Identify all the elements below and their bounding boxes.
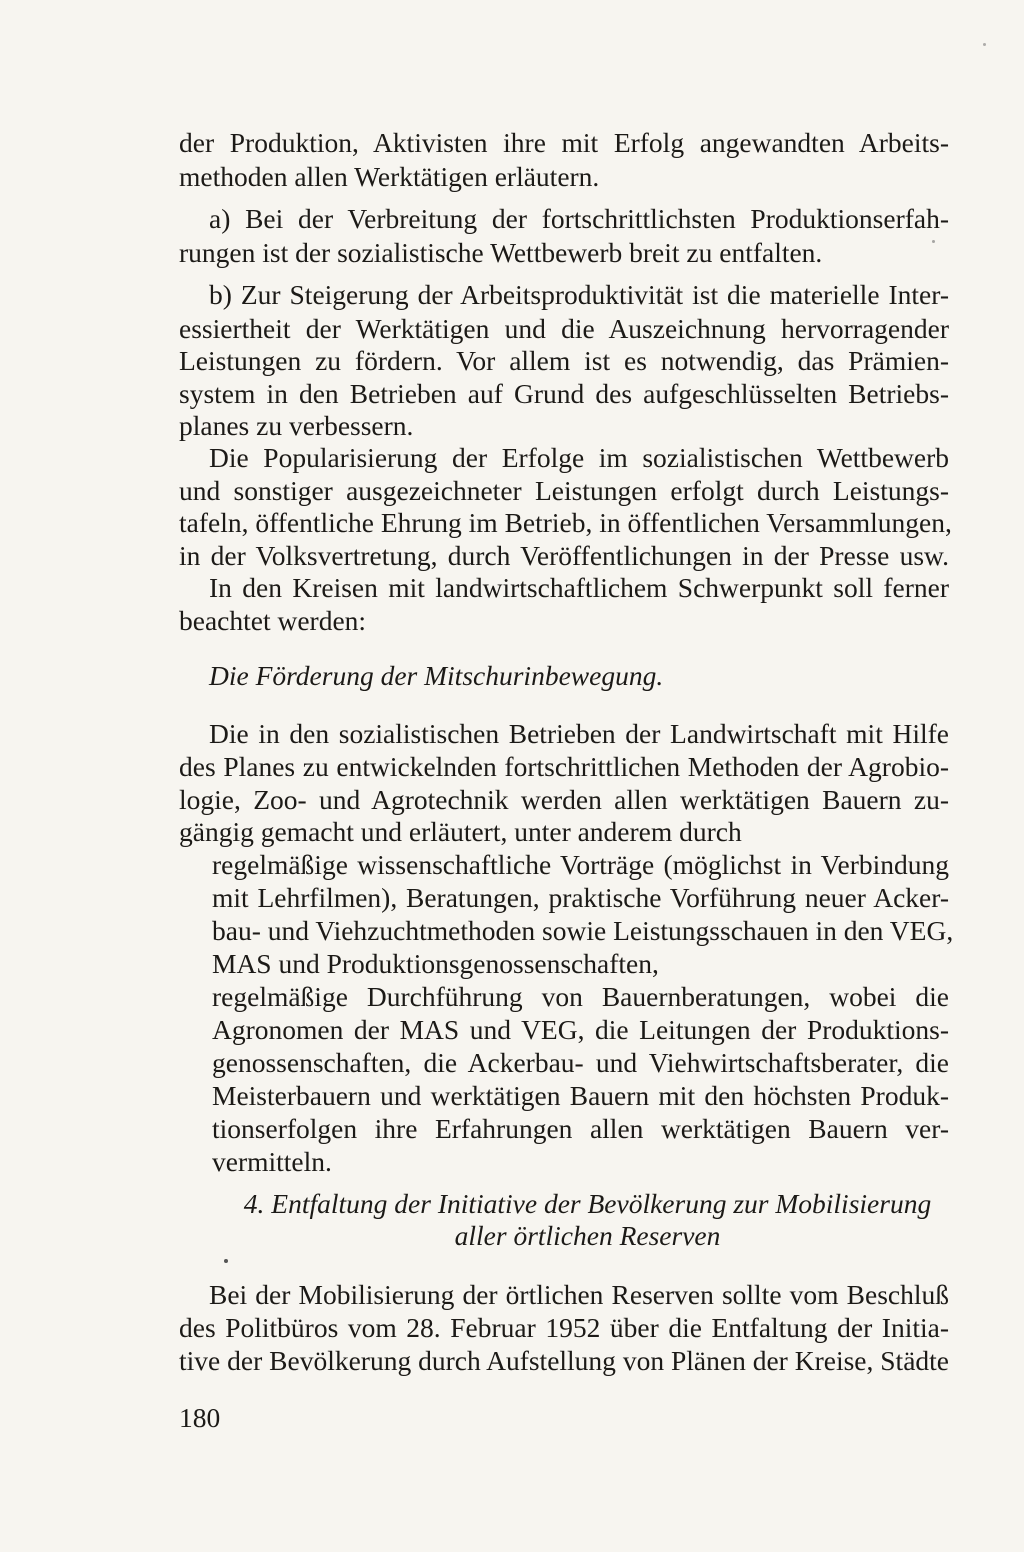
text-line: des Planes zu entwickelnden fortschrittlichen Methoden der Agrobio- <box>179 751 949 782</box>
section-heading: Die Förderung der Mitschurinbewegung. <box>209 660 664 691</box>
text-line: logie, Zoo- und Agrotechnik werden allen werktätigen Bauern zu- <box>179 784 949 815</box>
text-line: In den Kreisen mit landwirtschaftlichem Schwerpunkt soll ferner <box>209 572 949 603</box>
chapter-heading: 4. Entfaltung der Initiative der Bevölkerung zur Mobilisierung <box>243 1188 932 1219</box>
text-line: methoden allen Werktätigen erläutern. <box>179 161 600 192</box>
text-line: a) Bei der Verbreitung der fortschrittlichsten Produktionserfah- <box>209 203 949 234</box>
text-line: gängig gemacht und erläutert, unter anderem durch <box>179 816 742 847</box>
text-line: tive der Bevölkerung durch Aufstellung von Plänen der Kreise, Städte <box>179 1345 949 1376</box>
text-line: in der Volksvertretung, durch Veröffentlichungen in der Presse usw. <box>179 540 949 571</box>
text-line: der Produktion, Aktivisten ihre mit Erfolg angewandten Arbeits- <box>179 127 949 158</box>
text-line: rungen ist der sozialistische Wettbewerb breit zu entfalten. <box>179 237 823 268</box>
text-line: Agronomen der MAS und VEG, die Leitungen der Produktions- <box>212 1014 949 1045</box>
text-line: Leistungen zu fördern. Vor allem ist es notwendig, das Prämien- <box>179 345 949 376</box>
text-line: beachtet werden: <box>179 605 367 636</box>
text-line: MAS und Produktionsgenossenschaften, <box>212 948 659 979</box>
text-line: tionserfolgen ihre Erfahrungen allen werktätigen Bauern ver- <box>212 1113 949 1144</box>
text-line: bau- und Viehzuchtmethoden sowie Leistungsschauen in den VEG, <box>212 915 954 946</box>
text-line: genossenschaften, die Ackerbau- und Viehwirtschaftsberater, die <box>212 1047 949 1078</box>
text-line: essiertheit der Werktätigen und die Auszeichnung hervorragender <box>179 313 949 344</box>
ink-speck <box>983 43 986 46</box>
text-line: b) Zur Steigerung der Arbeitsproduktivität ist die materielle Inter- <box>209 279 949 310</box>
text-line: system in den Betrieben auf Grund des aufgeschlüsselten Betriebs- <box>179 378 949 409</box>
text-line: tafeln, öffentliche Ehrung im Betrieb, in öffentlichen Versammlungen, <box>179 507 952 538</box>
text-line: mit Lehrfilmen), Beratungen, praktische Vorführung neuer Acker- <box>212 882 949 913</box>
ink-speck <box>932 240 935 243</box>
text-line: Meisterbauern und werktätigen Bauern mit den höchsten Produk- <box>212 1080 949 1111</box>
text-line: Die Popularisierung der Erfolge im sozialistischen Wettbewerb <box>209 442 949 473</box>
text-line: Bei der Mobilisierung der örtlichen Reserven sollte vom Beschluß <box>209 1279 949 1310</box>
text-line: planes zu verbessern. <box>179 410 414 441</box>
text-line: und sonstiger ausgezeichneter Leistungen erfolgt durch Leistungs- <box>179 475 949 506</box>
text-line: regelmäßige wissenschaftliche Vorträge (möglichst in Verbindung <box>212 849 949 880</box>
text-line: regelmäßige Durchführung von Bauernberatungen, wobei die <box>212 981 949 1012</box>
page-number: 180 <box>179 1402 221 1433</box>
ink-speck <box>224 1259 228 1263</box>
chapter-heading-continued: aller örtlichen Reserven <box>454 1220 721 1251</box>
text-line: Die in den sozialistischen Betrieben der Landwirtschaft mit Hilfe <box>209 718 949 749</box>
text-line: vermitteln. <box>212 1146 332 1177</box>
text-line: des Politbüros vom 28. Februar 1952 über die Entfaltung der Initia- <box>179 1312 949 1343</box>
